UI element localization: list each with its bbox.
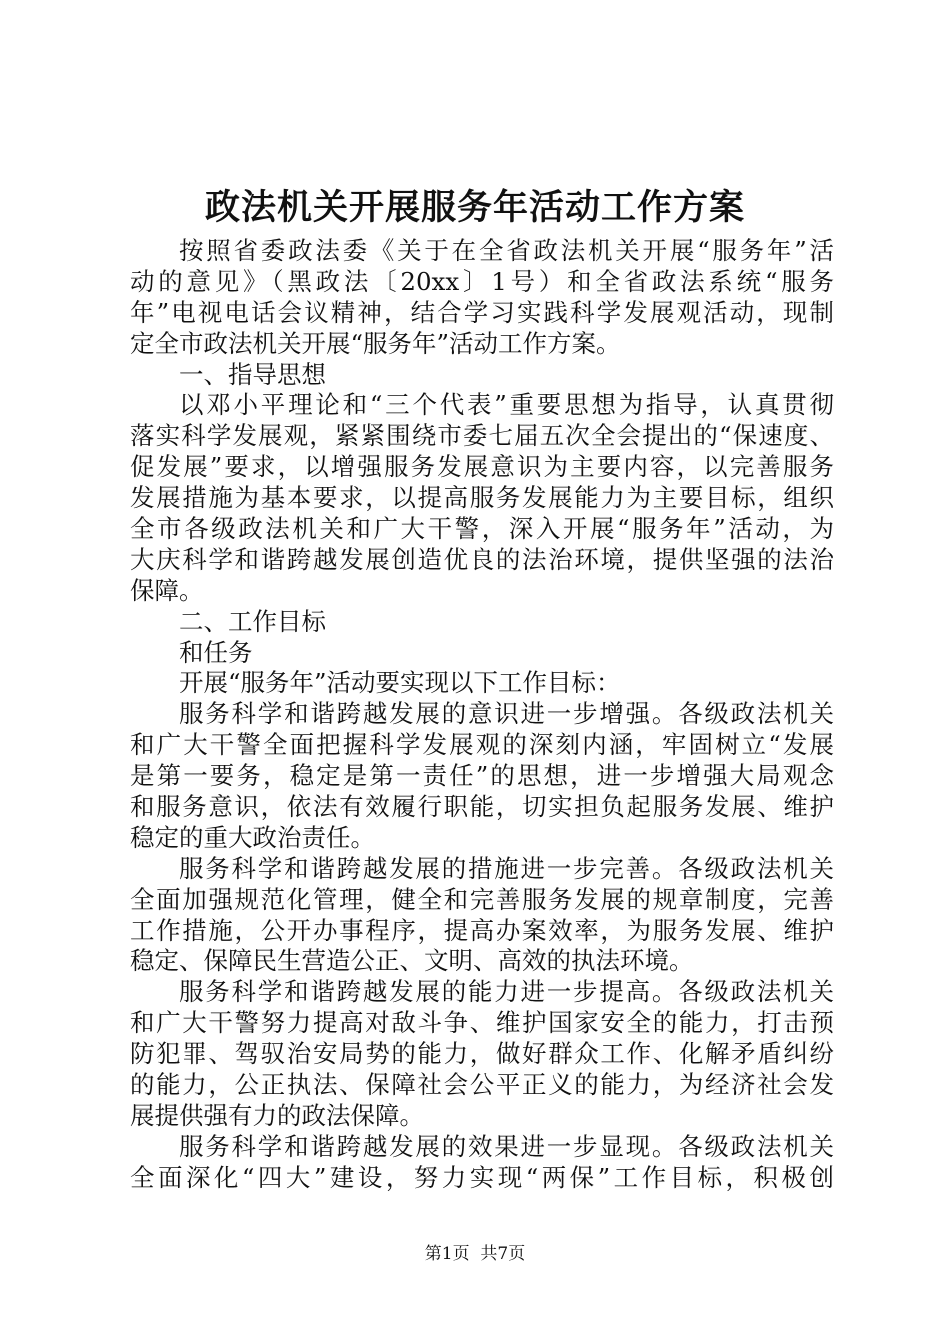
text-line: 大庆科学和谐跨越发展创造优良的法治环境，提供坚强的法治	[130, 544, 834, 574]
section-heading: 二、工作目标	[179, 606, 326, 636]
text-line: 动的意见》（黑政法〔20xx〕1号）和全省政法系统“服务	[130, 266, 834, 296]
text-line: 和服务意识，依法有效履行职能，切实担负起服务发展、维护	[130, 792, 834, 822]
text-line: 发展措施为基本要求，以提高服务发展能力为主要目标，组织	[130, 483, 834, 513]
text-line: 促发展”要求，以增强服务发展意识为主要内容，以完善服务	[130, 452, 834, 482]
section-heading: 和任务	[179, 637, 253, 667]
text-line: 以邓小平理论和“三个代表”重要思想为指导，认真贯彻	[179, 390, 834, 420]
text-line: 服务科学和谐跨越发展的效果进一步显现。各级政法机关	[179, 1131, 834, 1161]
text-line: 和广大干警全面把握科学发展观的深刻内涵，牢固树立“发展	[130, 730, 834, 760]
text-line: 服务科学和谐跨越发展的意识进一步增强。各级政法机关	[179, 699, 834, 729]
text-line: 落实科学发展观，紧紧围绕市委七届五次全会提出的“保速度、	[130, 421, 834, 451]
text-line: 全市各级政法机关和广大干警，深入开展“服务年”活动，为	[130, 514, 834, 544]
text-line: 展提供强有力的政法保障。	[130, 1100, 424, 1130]
text-line: 的能力，公正执法、保障社会公平正义的能力，为经济社会发	[130, 1070, 834, 1100]
text-line: 是第一要务，稳定是第一责任”的思想，进一步增强大局观念	[130, 761, 834, 791]
document-body	[130, 236, 834, 1194]
text-line: 年”电视电话会议精神，结合学习实践科学发展观活动，现制	[130, 297, 834, 327]
text-line: 服务科学和谐跨越发展的能力进一步提高。各级政法机关	[179, 977, 834, 1007]
text-line: 全面深化“四大”建设，努力实现“两保”工作目标，积极创	[130, 1162, 834, 1192]
text-line: 和广大干警努力提高对敌斗争、维护国家安全的能力，打击预	[130, 1008, 834, 1038]
document-title: 政法机关开展服务年活动工作方案	[204, 187, 745, 228]
text-line: 防犯罪、驾驭治安局势的能力，做好群众工作、化解矛盾纠纷	[130, 1039, 834, 1069]
text-line: 稳定的重大政治责任。	[130, 822, 375, 852]
page-footer: 第1页 共7页	[424, 1244, 526, 1264]
text-line: 服务科学和谐跨越发展的措施进一步完善。各级政法机关	[179, 853, 834, 883]
text-line: 定全市政法机关开展“服务年”活动工作方案。	[130, 328, 621, 358]
section-heading: 一、指导思想	[179, 359, 326, 389]
text-line: 稳定、保障民生营造公正、文明、高效的执法环境。	[130, 946, 694, 976]
text-line: 全面加强规范化管理，健全和完善服务发展的规章制度，完善	[130, 884, 834, 914]
text-line: 保障。	[130, 575, 204, 605]
text-line: 按照省委政法委《关于在全省政法机关开展“服务年”活	[179, 236, 834, 265]
text-line: 开展“服务年”活动要实现以下工作目标：	[179, 668, 621, 698]
text-line: 工作措施，公开办事程序，提高办案效率，为服务发展、维护	[130, 915, 834, 945]
